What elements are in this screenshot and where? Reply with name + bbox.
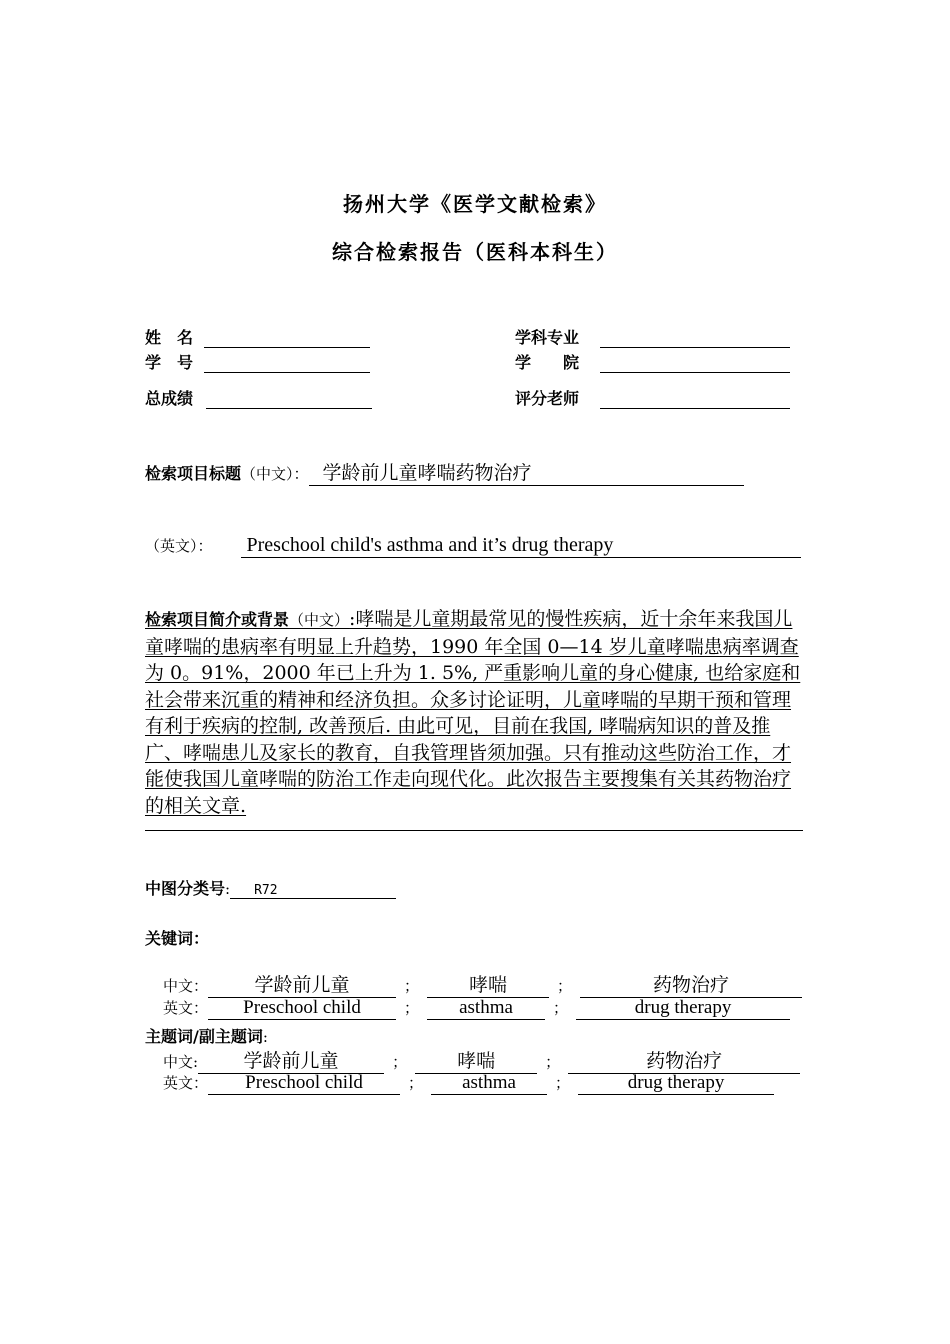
keyword-en-2: asthma [427, 997, 545, 1020]
project-title-cn-paren: （中文）： [241, 465, 309, 483]
subject-en-2: asthma [431, 1072, 547, 1095]
subjects-cn-row [163, 1046, 800, 1074]
keyword-sep: ； [553, 999, 569, 1017]
college-label: 学 院 [515, 353, 580, 372]
grader-blank[interactable] [600, 391, 790, 409]
major-field [515, 325, 790, 348]
background-text: :哮喘是儿童期最常见的慢性疾病，近十余年来我国儿童哮喘的患病率有明显上升趋势，1990 年全国 0—14 岁儿童哮喘患病率调查为 0。91%，2000 年已上升为 1. 5%, 严重影响儿童的身心健康, 也给家庭和社会带来沉重的精神和经济负担。众多讨论证明，儿童哮喘的早期干预和管理有利于疾病的控制, 改善预后. 由此可见，目前在我国, 哮喘病知识的普及推广、哮喘患儿及家长的教育，自我管理皆须加强。只有推动这些防治工作，才能使我国儿童哮喘的防治工作走向现代化。此次报告主要搜集有关其药物治疗的相关文章. [145, 608, 801, 817]
background-end-line [145, 830, 803, 831]
subject-en-1: Preschool child [208, 1072, 400, 1095]
keyword-en-3: drug therapy [576, 997, 790, 1020]
subject-sep: ； [545, 1053, 561, 1071]
keywords-cn-row [163, 970, 802, 998]
classification-label: 中图分类号 [145, 879, 226, 898]
score-field [145, 386, 372, 409]
subject-en-3: drug therapy [578, 1072, 774, 1095]
subjects-en-label: 英文： [163, 1074, 209, 1092]
report-title-line2: 综合检索报告（医科本科生） [332, 240, 618, 264]
background-label: 检索项目简介或背景 [145, 610, 290, 629]
student-id-field [145, 350, 370, 373]
major-label: 学科专业 [515, 328, 580, 347]
name-blank[interactable] [204, 330, 370, 348]
name-field [145, 325, 370, 348]
name-label: 姓 名 [145, 328, 194, 347]
grader-field [515, 386, 790, 409]
subject-sep: ； [408, 1074, 424, 1092]
project-title-en-row [145, 534, 801, 558]
project-title-label: 检索项目标题 [145, 464, 242, 483]
college-field [515, 350, 790, 373]
background-paragraph [145, 606, 805, 819]
project-title-cn-value: 学龄前儿童哮喘药物治疗 [309, 458, 744, 486]
classification-row [145, 876, 396, 899]
keyword-sep: ； [557, 977, 573, 995]
keyword-en-1: Preschool child [208, 997, 396, 1020]
keywords-en-label: 英文： [163, 999, 209, 1017]
score-blank[interactable] [206, 391, 372, 409]
keyword-cn-3: 药物治疗 [580, 970, 802, 998]
subject-cn-3: 药物治疗 [568, 1046, 800, 1074]
keywords-cn-label: 中文： [163, 977, 209, 995]
subjects-en-row [163, 1072, 774, 1095]
classification-colon: : [225, 880, 231, 898]
subjects-colon: : [262, 1028, 268, 1046]
subject-sep: ； [555, 1074, 571, 1092]
subjects-label-row [145, 1024, 268, 1047]
keyword-cn-2: 哮喘 [427, 970, 549, 998]
student-id-blank[interactable] [204, 355, 370, 373]
background-paren: （中文） [289, 611, 350, 629]
classification-value: R72 [230, 883, 396, 899]
subject-cn-2: 哮喘 [415, 1046, 537, 1074]
subjects-cn-label: 中文: [163, 1053, 199, 1071]
student-id-label: 学 号 [145, 353, 194, 372]
subject-sep: ； [392, 1053, 408, 1071]
keyword-sep: ； [404, 977, 420, 995]
college-blank[interactable] [600, 355, 790, 373]
project-title-en-paren: （英文）： [145, 537, 213, 555]
major-blank[interactable] [600, 330, 790, 348]
project-title-cn-row [145, 458, 744, 486]
project-title-en-value: Preschool child's asthma and it’s drug therapy [241, 534, 801, 558]
keyword-cn-1: 学龄前儿童 [208, 970, 396, 998]
score-label: 总成绩 [145, 389, 194, 408]
keywords-en-row [163, 997, 790, 1020]
grader-label: 评分老师 [515, 389, 580, 408]
report-title-line1: 扬州大学《医学文献检索》 [343, 192, 607, 216]
keyword-sep: ； [404, 999, 420, 1017]
keywords-label: 关键词： [145, 929, 210, 948]
subject-cn-1: 学龄前儿童 [198, 1046, 384, 1074]
subjects-label: 主题词/副主题词 [145, 1027, 263, 1046]
